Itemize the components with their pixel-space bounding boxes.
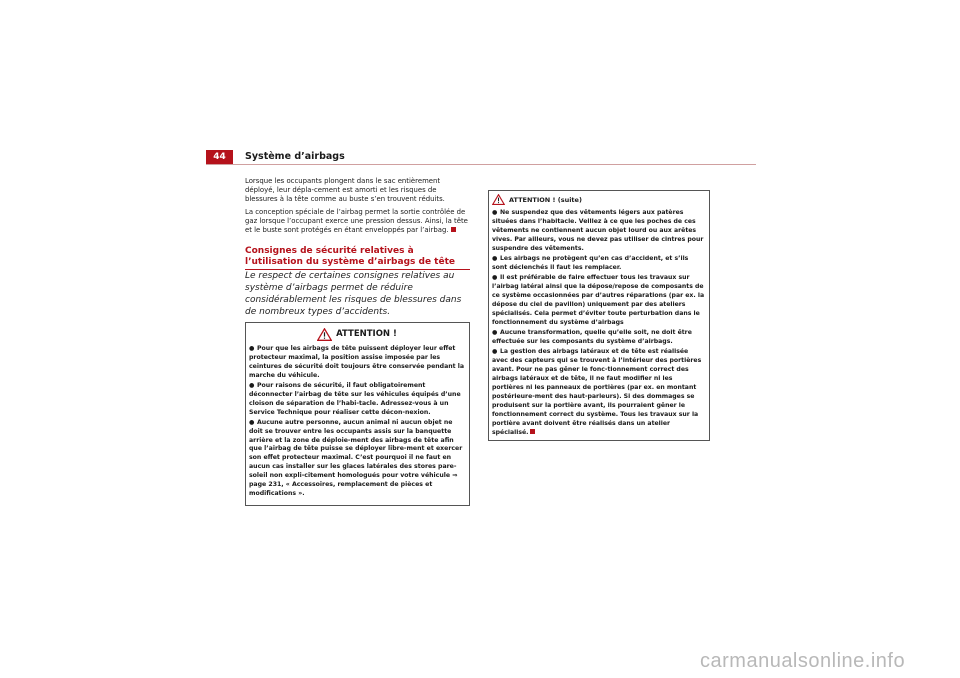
list-item <box>249 345 465 381</box>
body-paragraph <box>245 177 470 204</box>
left-column <box>245 177 470 506</box>
attention-title: ATTENTION ! (suite) <box>509 195 582 204</box>
section-lead: Le respect de certaines consignes relatives au système d’airbags permet de réduire considérablement les risques de blessures dans de nombreux types d’accidents. <box>245 271 462 318</box>
bullet-icon: ● <box>492 209 498 216</box>
list-item-text: Pour que les airbags de tête puissent déployer leur effet protecteur maximal, la position assise imposée par les ceintures de sécurité doit toujours être conservée pendant la marche du véhicule. <box>249 345 465 380</box>
end-of-section-icon <box>451 227 456 232</box>
bullet-icon: ● <box>249 345 255 353</box>
end-of-section-icon <box>530 429 535 434</box>
body-paragraph <box>245 208 470 235</box>
watermark: carmanualsonline.info <box>700 650 906 672</box>
warning-triangle-icon <box>492 194 505 205</box>
list-item-text: La gestion des airbags latéraux et de tête est réalisée avec des capteurs qui se trouvent à l’intérieur des portières avant. Pour ne pas gêner le fonc-tionnement correct des airbags latéraux et de tête, il ne faut modifier ni les portières ni les panneaux de portières (par ex. en montant postérieure-ment des haut-parleurs). Si des dommages se produisent sur la portière avant, ils pourraient gêner le fonctionnement correct du système. Tous les travaux sur la portière avant doivent être réalisés dans un atelier spécialisé. <box>492 348 702 436</box>
attention-title: ATTENTION ! <box>336 329 397 340</box>
list-item <box>492 208 705 253</box>
list-item-text: Aucune autre personne, aucun animal ni aucun objet ne doit se trouver entre les occupants assis sur la banquette arrière et la zone de déploie-ment des airbags de tête afin que l’airbag de tête puisse se déployer libre-ment et exercer son effet protecteur maximal. C’est pourquoi il ne faut en aucun cas installer sur les glaces latérales des stores pare-soleil non expli-citement homologués pour votre véhicule ⇒ page 231, « Accessoires, remplacement de pièces et modifications ». <box>249 418 463 497</box>
attention-header <box>492 194 705 205</box>
bullet-icon: ● <box>492 274 498 281</box>
bullet-icon: ● <box>492 255 498 262</box>
bullet-icon: ● <box>249 418 255 426</box>
bullet-icon: ● <box>492 348 498 355</box>
warning-triangle-icon <box>317 328 332 341</box>
attention-body <box>492 208 705 437</box>
header-rule <box>206 164 756 165</box>
right-column <box>488 190 710 441</box>
running-head: Système d’airbags <box>245 151 345 162</box>
list-item-text: Il est préférable de faire effectuer tous les travaux sur l’airbag latéral ainsi que la dépose/repose de composants de ce système occasionnées par d’autres réparations (par ex. la dépose du ciel de pavillon) uniquement par des ateliers spécialisés. Cela permet d’éviter toute perturbation dans le fonctionnement du système d’airbags <box>492 274 705 326</box>
list-item <box>492 254 705 272</box>
bullet-icon: ● <box>249 382 255 390</box>
paragraph-text: La conception spéciale de l’airbag permet la sortie contrôlée de gaz lorsque l’occupant exerce une pression dessus. Ainsi, la tête et le buste sont protégés en étant enveloppés par l’airbag. <box>245 207 468 234</box>
attention-body <box>249 345 465 498</box>
list-item-text: Aucune transformation, quelle qu’elle soit, ne doit être effectuée sur les composants du système d’airbags. <box>492 329 692 345</box>
list-item <box>492 273 705 327</box>
bullet-icon: ● <box>492 329 498 336</box>
paragraph-text: Lorsque les occupants plongent dans le sac entièrement déployé, leur dépla-cement est amorti et les risques de blessures à la tête comme au buste s’en trouvent réduits. <box>245 177 445 203</box>
list-item <box>249 419 465 499</box>
attention-box-continued <box>488 190 710 441</box>
list-item <box>249 382 465 418</box>
list-item-text: Pour raisons de sécurité, il faut obligatoirement déconnecter l’airbag de tête sur les véhicules équipés d’une cloison de séparation de l’habi-tacle. Adressez-vous à un Service Technique pour réaliser cette décon-nexion. <box>249 382 461 416</box>
list-item-text: Les airbags ne protègent qu’en cas d’accident, et s’ils sont déclenchés il faut les remplacer. <box>492 255 689 271</box>
attention-header <box>249 328 465 341</box>
list-item <box>492 347 705 437</box>
attention-box <box>245 322 470 505</box>
page-number: 44 <box>213 152 226 162</box>
list-item <box>492 328 705 346</box>
page-number-tab <box>206 150 233 164</box>
list-item-text: Ne suspendez que des vêtements légers aux patères situées dans l’habitacle. Veillez à ce que les poches de ces vêtements ne contiennent aucun objet lourd ou aux arêtes vives. Par ailleurs, vous ne devez pas utiliser de cintres pour suspendre des vêtements. <box>492 209 704 252</box>
section-title: Consignes de sécurité relatives à l’utilisation du système d’airbags de tête <box>245 246 470 270</box>
